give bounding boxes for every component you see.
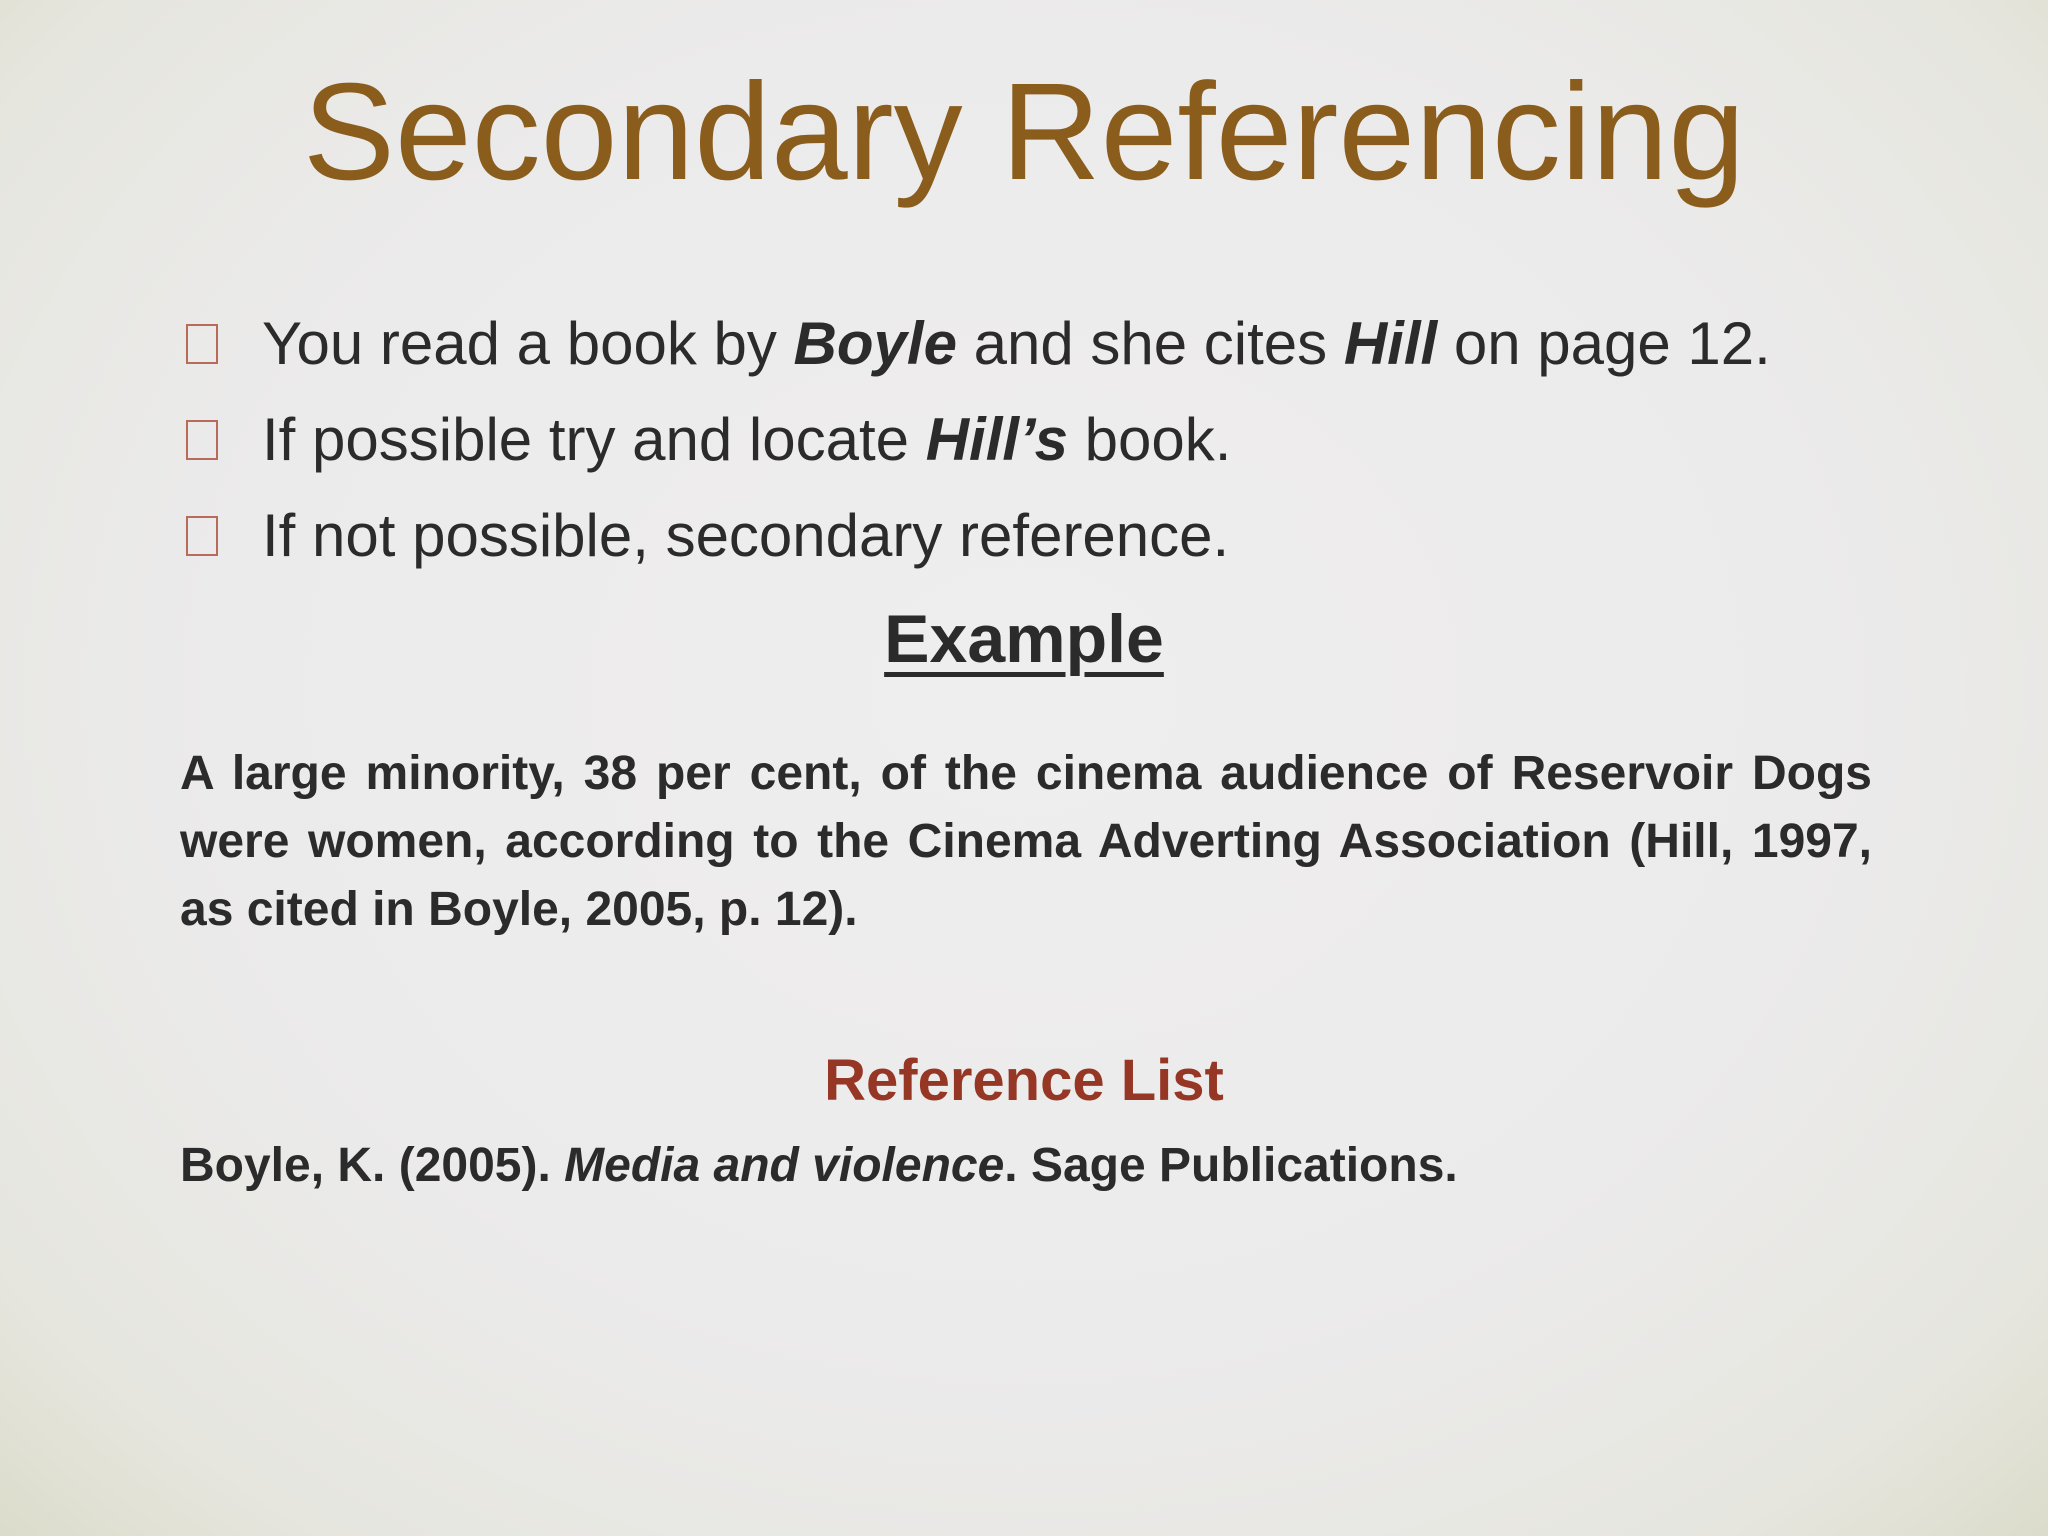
bullet-text-part: You read a book by [262, 310, 794, 377]
reference-publisher: . Sage Publications. [1004, 1139, 1458, 1192]
bullet-text-part: If possible try and locate [262, 406, 926, 473]
example-heading-text: Example [884, 601, 1164, 677]
bullet-text-part: book. [1068, 406, 1232, 473]
example-heading [0, 594, 2048, 684]
bullet-text [262, 296, 1771, 392]
reference-list-heading: Reference List [824, 1048, 1224, 1113]
example-paragraph: A large minority, 38 per cent, of the cinema audience of Reservoir Dogs were women, according to the Cinema Adverting Association (Hill, 1997, as cited in Boyle, 2005, p. 12). [180, 747, 1872, 936]
reference-entry [180, 1134, 1458, 1198]
square-bullet-icon [186, 420, 218, 460]
reference-author-year: Boyle, K. (2005). [180, 1139, 565, 1192]
slide-title: Secondary Referencing [302, 55, 1746, 209]
reference-title: Media and violence [564, 1139, 1005, 1192]
square-bullet-icon [186, 324, 218, 364]
author-name-emphasis: Hill’s [925, 406, 1068, 473]
author-name-emphasis: Hill [1343, 310, 1438, 377]
square-bullet-icon [186, 516, 218, 556]
bullet-text-part: and she cites [956, 310, 1344, 377]
bullet-text [262, 392, 1231, 488]
bullet-text [262, 488, 1229, 584]
bullet-text-part: on page 12. [1437, 310, 1771, 377]
author-name-emphasis: Boyle [793, 310, 957, 377]
bullet-text-part: If not possible, secondary reference. [262, 502, 1230, 569]
